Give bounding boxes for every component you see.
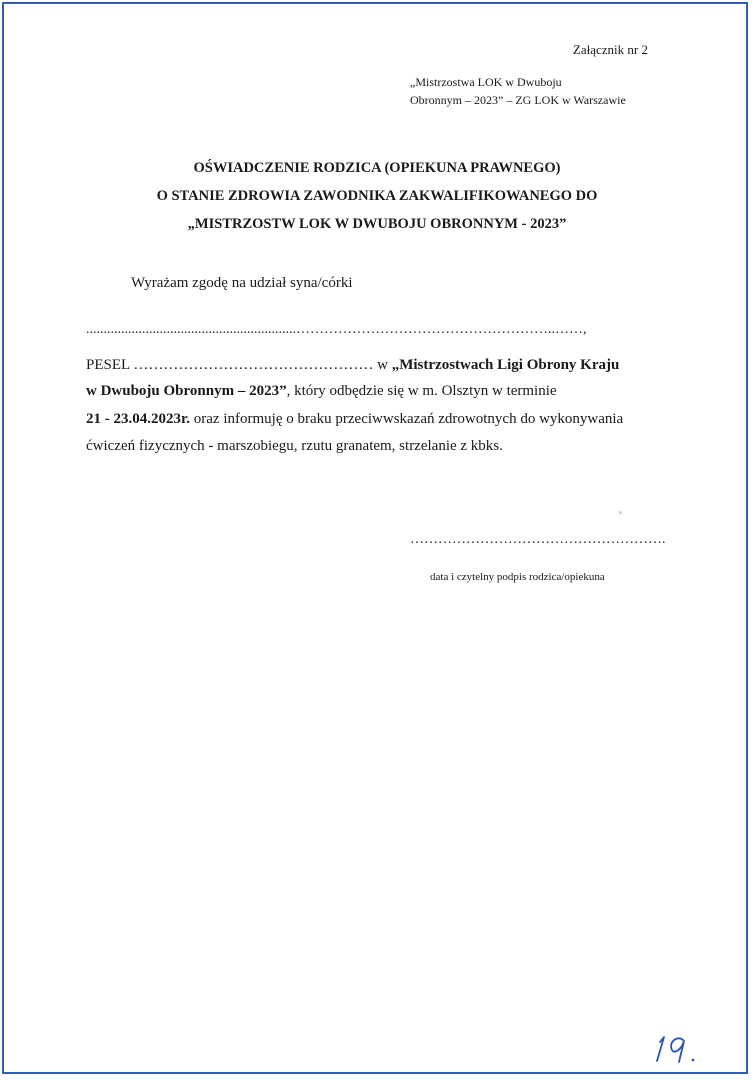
scan-speck [619,511,622,514]
pesel-line [86,357,619,374]
title-line-3: „MISTRZOSTW LOK W DWUBOJU OBRONNYM - 2023” [187,216,567,232]
reference-line-2: Obronnym – 2023” – ZG LOK w Warszawie [410,93,626,107]
event-line [86,383,557,400]
attachment-label: Załącznik nr 2 [572,42,648,57]
document-title [0,154,754,238]
handwritten-number-drawing [650,1030,702,1066]
signature-field: ………………………………………………. [410,532,666,547]
event-name-part-1: „Mistrzostwach Ligi Obrony Kraju [391,357,620,373]
signature-caption: data i czytelny podpis rodzica/opiekuna [430,571,605,583]
child-name-field: ............................................................………………………………………………..……, [86,322,587,337]
pesel-label: PESEL [86,357,130,373]
title-line-2: O STANIE ZDROWIA ZAWODNIKA ZAKWALIFIKOWANEGO DO [156,188,598,204]
reference-line-1: „Mistrzostwa LOK w Dwuboju [410,75,562,89]
health-statement-text: oraz informuję o braku przeciwwskazań zdrowotnych do wykonywania [190,411,624,427]
reference-block [410,73,626,109]
pesel-field: ………………………………………… w [129,357,392,373]
event-location-text: , który odbędzie się w m. Olsztyn w terminie [286,383,557,399]
handwritten-page-number [650,1030,702,1066]
event-name-part-2: w Dwuboju Obronnym – 2023” [86,383,287,399]
exercises-line: ćwiczeń fizycznych - marszobiegu, rzutu granatem, strzelanie z kbks. [86,438,503,454]
consent-text: Wyrażam zgodę na udział syna/córki [131,275,353,291]
event-date: 21 - 23.04.2023r. [86,411,191,427]
title-line-1: OŚWIADCZENIE RODZICA (OPIEKUNA PRAWNEGO) [193,160,561,176]
date-line [86,411,623,428]
